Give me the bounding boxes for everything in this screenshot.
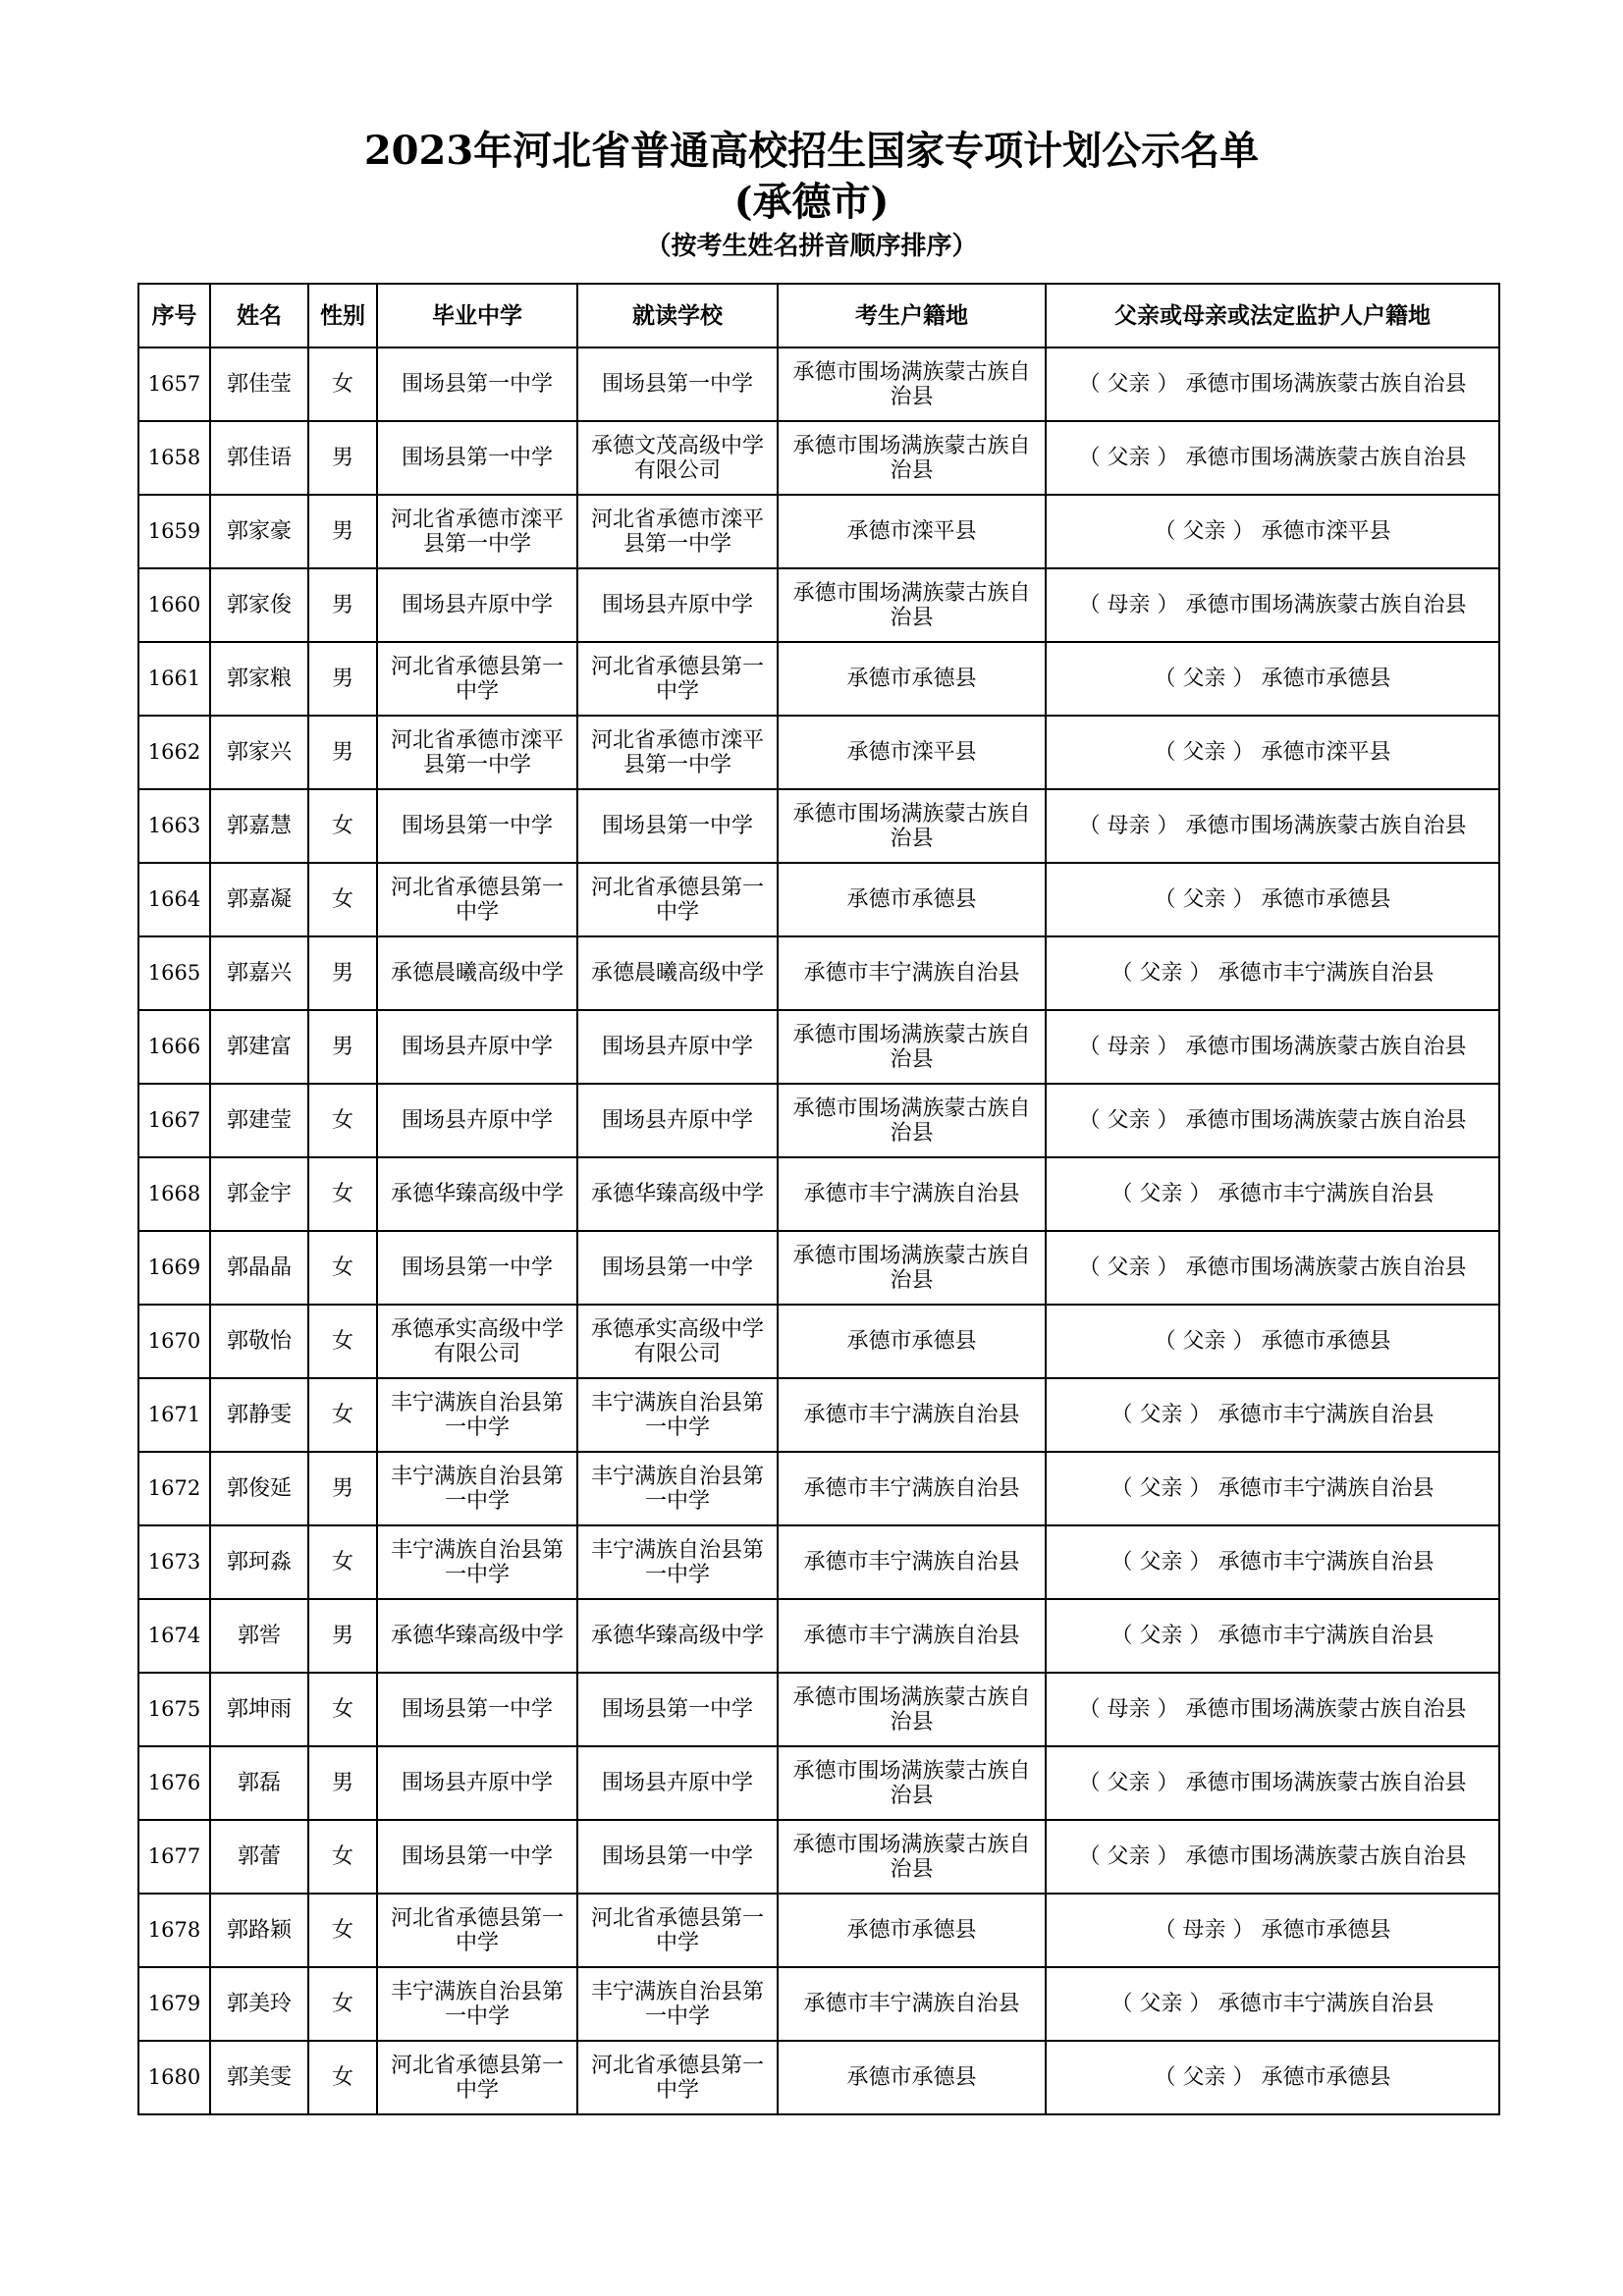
cell-student-domicile: 承德市承德县 (778, 642, 1046, 716)
document-city-subtitle: (承德市) (733, 179, 890, 225)
cell-student-domicile: 承德市丰宁满族自治县 (778, 1599, 1046, 1673)
cell-seq: 1679 (138, 1967, 210, 2041)
cell-guardian-domicile: （ 母亲 ） 承德市围场满族蒙古族自治县 (1046, 1673, 1499, 1746)
cell-gender: 女 (308, 863, 377, 936)
header-gender: 性别 (308, 284, 377, 347)
cell-student-domicile: 承德市围场满族蒙古族自治县 (778, 1820, 1046, 1894)
cell-current-school: 承德华臻高级中学 (577, 1599, 778, 1673)
cell-gender: 男 (308, 936, 377, 1010)
cell-graduated-school: 丰宁满族自治县第一中学 (377, 1967, 577, 2041)
cell-current-school: 承德文茂高级中学有限公司 (577, 421, 778, 495)
table-row (138, 1305, 1499, 1378)
cell-name: 郭佳莹 (210, 347, 308, 421)
table-row (138, 1746, 1499, 1820)
cell-gender: 女 (308, 1894, 377, 1967)
table-row (138, 863, 1499, 936)
cell-seq: 1671 (138, 1378, 210, 1452)
cell-current-school: 承德华臻高级中学 (577, 1157, 778, 1231)
cell-seq: 1677 (138, 1820, 210, 1894)
cell-name: 郭磊 (210, 1746, 308, 1820)
cell-student-domicile: 承德市丰宁满族自治县 (778, 1157, 1046, 1231)
cell-current-school: 围场县第一中学 (577, 789, 778, 863)
cell-student-domicile: 承德市承德县 (778, 863, 1046, 936)
cell-student-domicile: 承德市承德县 (778, 2041, 1046, 2114)
cell-guardian-domicile: （ 母亲 ） 承德市围场满族蒙古族自治县 (1046, 1010, 1499, 1084)
cell-graduated-school: 围场县卉原中学 (377, 1084, 577, 1157)
cell-graduated-school: 承德华臻高级中学 (377, 1599, 577, 1673)
cell-graduated-school: 丰宁满族自治县第一中学 (377, 1452, 577, 1525)
table-row (138, 1231, 1499, 1305)
cell-seq: 1676 (138, 1746, 210, 1820)
cell-student-domicile: 承德市围场满族蒙古族自治县 (778, 421, 1046, 495)
cell-gender: 男 (308, 1599, 377, 1673)
cell-current-school: 围场县卉原中学 (577, 568, 778, 642)
cell-guardian-domicile: （ 母亲 ） 承德市围场满族蒙古族自治县 (1046, 568, 1499, 642)
cell-seq: 1680 (138, 2041, 210, 2114)
header-seq: 序号 (138, 284, 210, 347)
cell-name: 郭静雯 (210, 1378, 308, 1452)
cell-name: 郭嘉凝 (210, 863, 308, 936)
cell-graduated-school: 承德华臻高级中学 (377, 1157, 577, 1231)
cell-seq: 1658 (138, 421, 210, 495)
cell-guardian-domicile: （ 父亲 ） 承德市围场满族蒙古族自治县 (1046, 1746, 1499, 1820)
cell-name: 郭家豪 (210, 495, 308, 568)
header-guardian-domicile: 父亲或母亲或法定监护人户籍地 (1046, 284, 1499, 347)
cell-seq: 1670 (138, 1305, 210, 1378)
cell-graduated-school: 围场县卉原中学 (377, 1746, 577, 1820)
table-header (138, 284, 1499, 347)
cell-name: 郭嘉慧 (210, 789, 308, 863)
cell-gender: 女 (308, 789, 377, 863)
cell-name: 郭美玲 (210, 1967, 308, 2041)
cell-current-school: 丰宁满族自治县第一中学 (577, 1525, 778, 1599)
header-current-school: 就读学校 (577, 284, 778, 347)
cell-gender: 男 (308, 568, 377, 642)
cell-gender: 女 (308, 347, 377, 421)
cell-guardian-domicile: （ 父亲 ） 承德市丰宁满族自治县 (1046, 1378, 1499, 1452)
cell-graduated-school: 河北省承德县第一中学 (377, 1894, 577, 1967)
cell-student-domicile: 承德市滦平县 (778, 495, 1046, 568)
cell-guardian-domicile: （ 父亲 ） 承德市围场满族蒙古族自治县 (1046, 1231, 1499, 1305)
cell-current-school: 丰宁满族自治县第一中学 (577, 1452, 778, 1525)
cell-guardian-domicile: （ 父亲 ） 承德市承德县 (1046, 642, 1499, 716)
table-row (138, 789, 1499, 863)
cell-current-school: 围场县第一中学 (577, 1231, 778, 1305)
cell-seq: 1664 (138, 863, 210, 936)
cell-gender: 女 (308, 1157, 377, 1231)
cell-name: 郭金宇 (210, 1157, 308, 1231)
header-student-domicile: 考生户籍地 (778, 284, 1046, 347)
cell-guardian-domicile: （ 父亲 ） 承德市滦平县 (1046, 716, 1499, 789)
cell-graduated-school: 围场县第一中学 (377, 789, 577, 863)
cell-graduated-school: 承德晨曦高级中学 (377, 936, 577, 1010)
cell-seq: 1660 (138, 568, 210, 642)
cell-seq: 1659 (138, 495, 210, 568)
cell-seq: 1665 (138, 936, 210, 1010)
cell-student-domicile: 承德市丰宁满族自治县 (778, 1967, 1046, 2041)
cell-student-domicile: 承德市丰宁满族自治县 (778, 1525, 1046, 1599)
cell-gender: 女 (308, 1084, 377, 1157)
cell-gender: 女 (308, 1820, 377, 1894)
cell-graduated-school: 围场县第一中学 (377, 421, 577, 495)
cell-guardian-domicile: （ 父亲 ） 承德市承德县 (1046, 1305, 1499, 1378)
cell-seq: 1667 (138, 1084, 210, 1157)
cell-seq: 1675 (138, 1673, 210, 1746)
cell-current-school: 河北省承德县第一中学 (577, 863, 778, 936)
cell-current-school: 围场县卉原中学 (577, 1084, 778, 1157)
table-row (138, 1378, 1499, 1452)
cell-seq: 1662 (138, 716, 210, 789)
cell-graduated-school: 围场县第一中学 (377, 1820, 577, 1894)
cell-student-domicile: 承德市丰宁满族自治县 (778, 1452, 1046, 1525)
cell-current-school: 围场县第一中学 (577, 347, 778, 421)
table-row (138, 936, 1499, 1010)
cell-name: 郭家兴 (210, 716, 308, 789)
cell-guardian-domicile: （ 父亲 ） 承德市围场满族蒙古族自治县 (1046, 421, 1499, 495)
cell-guardian-domicile: （ 母亲 ） 承德市承德县 (1046, 1894, 1499, 1967)
cell-graduated-school: 河北省承德县第一中学 (377, 642, 577, 716)
cell-graduated-school: 围场县第一中学 (377, 1673, 577, 1746)
cell-graduated-school: 围场县卉原中学 (377, 568, 577, 642)
cell-name: 郭喾 (210, 1599, 308, 1673)
cell-name: 郭家俊 (210, 568, 308, 642)
cell-graduated-school: 河北省承德县第一中学 (377, 863, 577, 936)
cell-student-domicile: 承德市滦平县 (778, 716, 1046, 789)
cell-current-school: 围场县第一中学 (577, 1820, 778, 1894)
cell-gender: 女 (308, 1673, 377, 1746)
cell-student-domicile: 承德市围场满族蒙古族自治县 (778, 347, 1046, 421)
cell-graduated-school: 承德承实高级中学有限公司 (377, 1305, 577, 1378)
table-row (138, 495, 1499, 568)
cell-graduated-school: 围场县第一中学 (377, 1231, 577, 1305)
cell-current-school: 河北省承德县第一中学 (577, 1894, 778, 1967)
cell-guardian-domicile: （ 母亲 ） 承德市围场满族蒙古族自治县 (1046, 789, 1499, 863)
header-row (138, 284, 1499, 347)
cell-guardian-domicile: （ 父亲 ） 承德市丰宁满族自治县 (1046, 1525, 1499, 1599)
cell-guardian-domicile: （ 父亲 ） 承德市丰宁满族自治县 (1046, 1157, 1499, 1231)
table-row (138, 1084, 1499, 1157)
document-sort-note: （按考生姓名拼音顺序排序） (645, 232, 978, 261)
table-row (138, 1894, 1499, 1967)
cell-seq: 1669 (138, 1231, 210, 1305)
cell-student-domicile: 承德市围场满族蒙古族自治县 (778, 1231, 1046, 1305)
table-row (138, 1673, 1499, 1746)
cell-gender: 女 (308, 2041, 377, 2114)
cell-guardian-domicile: （ 父亲 ） 承德市承德县 (1046, 863, 1499, 936)
cell-student-domicile: 承德市围场满族蒙古族自治县 (778, 1673, 1046, 1746)
cell-gender: 男 (308, 1746, 377, 1820)
table-row (138, 421, 1499, 495)
cell-name: 郭晶晶 (210, 1231, 308, 1305)
cell-name: 郭俊延 (210, 1452, 308, 1525)
cell-current-school: 河北省承德市滦平县第一中学 (577, 495, 778, 568)
cell-graduated-school: 河北省承德市滦平县第一中学 (377, 716, 577, 789)
cell-student-domicile: 承德市丰宁满族自治县 (778, 936, 1046, 1010)
cell-name: 郭佳语 (210, 421, 308, 495)
cell-current-school: 河北省承德市滦平县第一中学 (577, 716, 778, 789)
cell-current-school: 丰宁满族自治县第一中学 (577, 1378, 778, 1452)
cell-name: 郭珂淼 (210, 1525, 308, 1599)
table-row (138, 1010, 1499, 1084)
cell-gender: 男 (308, 1452, 377, 1525)
cell-gender: 女 (308, 1378, 377, 1452)
cell-gender: 男 (308, 642, 377, 716)
roster-table (137, 283, 1500, 2115)
cell-seq: 1672 (138, 1452, 210, 1525)
cell-gender: 男 (308, 421, 377, 495)
cell-current-school: 围场县卉原中学 (577, 1010, 778, 1084)
cell-gender: 女 (308, 1967, 377, 2041)
cell-current-school: 承德晨曦高级中学 (577, 936, 778, 1010)
cell-seq: 1678 (138, 1894, 210, 1967)
table-row (138, 1599, 1499, 1673)
cell-graduated-school: 河北省承德县第一中学 (377, 2041, 577, 2114)
cell-gender: 男 (308, 1010, 377, 1084)
table-row (138, 716, 1499, 789)
cell-guardian-domicile: （ 父亲 ） 承德市围场满族蒙古族自治县 (1046, 1084, 1499, 1157)
cell-guardian-domicile: （ 父亲 ） 承德市围场满族蒙古族自治县 (1046, 347, 1499, 421)
cell-seq: 1666 (138, 1010, 210, 1084)
cell-gender: 女 (308, 1525, 377, 1599)
cell-seq: 1663 (138, 789, 210, 863)
table-row (138, 568, 1499, 642)
cell-guardian-domicile: （ 父亲 ） 承德市丰宁满族自治县 (1046, 1452, 1499, 1525)
cell-guardian-domicile: （ 父亲 ） 承德市丰宁满族自治县 (1046, 936, 1499, 1010)
cell-name: 郭家粮 (210, 642, 308, 716)
cell-current-school: 丰宁满族自治县第一中学 (577, 1967, 778, 2041)
table-row (138, 347, 1499, 421)
cell-name: 郭嘉兴 (210, 936, 308, 1010)
cell-student-domicile: 承德市承德县 (778, 1894, 1046, 1967)
table-row (138, 1967, 1499, 2041)
cell-current-school: 围场县卉原中学 (577, 1746, 778, 1820)
table-body (138, 347, 1499, 2114)
cell-current-school: 河北省承德县第一中学 (577, 642, 778, 716)
cell-student-domicile: 承德市围场满族蒙古族自治县 (778, 568, 1046, 642)
cell-name: 郭坤雨 (210, 1673, 308, 1746)
header-name: 姓名 (210, 284, 308, 347)
table-row (138, 1157, 1499, 1231)
cell-guardian-domicile: （ 父亲 ） 承德市丰宁满族自治县 (1046, 1967, 1499, 2041)
header-graduated-school: 毕业中学 (377, 284, 577, 347)
cell-current-school: 河北省承德县第一中学 (577, 2041, 778, 2114)
cell-student-domicile: 承德市围场满族蒙古族自治县 (778, 1746, 1046, 1820)
cell-guardian-domicile: （ 父亲 ） 承德市承德县 (1046, 2041, 1499, 2114)
cell-student-domicile: 承德市丰宁满族自治县 (778, 1378, 1046, 1452)
cell-seq: 1661 (138, 642, 210, 716)
cell-student-domicile: 承德市围场满族蒙古族自治县 (778, 1010, 1046, 1084)
table-row (138, 1452, 1499, 1525)
cell-student-domicile: 承德市围场满族蒙古族自治县 (778, 1084, 1046, 1157)
cell-gender: 女 (308, 1231, 377, 1305)
cell-name: 郭路颖 (210, 1894, 308, 1967)
cell-name: 郭敬怡 (210, 1305, 308, 1378)
cell-graduated-school: 围场县卉原中学 (377, 1010, 577, 1084)
cell-current-school: 承德承实高级中学有限公司 (577, 1305, 778, 1378)
document-title: 2023年河北省普通高校招生国家专项计划公示名单 (363, 128, 1260, 174)
cell-guardian-domicile: （ 父亲 ） 承德市围场满族蒙古族自治县 (1046, 1820, 1499, 1894)
cell-graduated-school: 围场县第一中学 (377, 347, 577, 421)
cell-name: 郭建莹 (210, 1084, 308, 1157)
cell-seq: 1657 (138, 347, 210, 421)
cell-seq: 1674 (138, 1599, 210, 1673)
cell-seq: 1673 (138, 1525, 210, 1599)
table-row (138, 1820, 1499, 1894)
cell-student-domicile: 承德市围场满族蒙古族自治县 (778, 789, 1046, 863)
cell-guardian-domicile: （ 父亲 ） 承德市丰宁满族自治县 (1046, 1599, 1499, 1673)
cell-gender: 男 (308, 716, 377, 789)
cell-name: 郭建富 (210, 1010, 308, 1084)
cell-student-domicile: 承德市承德县 (778, 1305, 1046, 1378)
cell-graduated-school: 河北省承德市滦平县第一中学 (377, 495, 577, 568)
cell-name: 郭蕾 (210, 1820, 308, 1894)
cell-name: 郭美雯 (210, 2041, 308, 2114)
table-row (138, 642, 1499, 716)
cell-gender: 男 (308, 495, 377, 568)
table-row (138, 1525, 1499, 1599)
cell-graduated-school: 丰宁满族自治县第一中学 (377, 1378, 577, 1452)
cell-seq: 1668 (138, 1157, 210, 1231)
cell-guardian-domicile: （ 父亲 ） 承德市滦平县 (1046, 495, 1499, 568)
table-row (138, 2041, 1499, 2114)
cell-graduated-school: 丰宁满族自治县第一中学 (377, 1525, 577, 1599)
cell-gender: 女 (308, 1305, 377, 1378)
cell-current-school: 围场县第一中学 (577, 1673, 778, 1746)
